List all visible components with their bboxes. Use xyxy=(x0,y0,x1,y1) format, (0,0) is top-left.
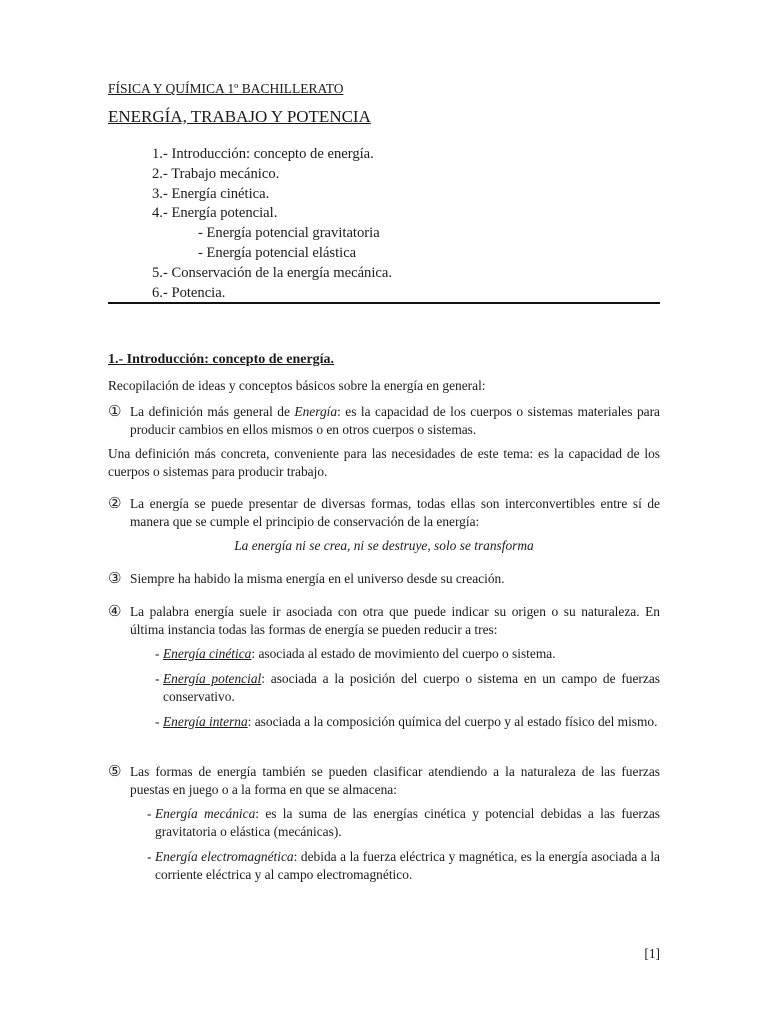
bullet-item xyxy=(147,848,660,883)
circled-number-4-icon: ④ xyxy=(108,602,122,620)
toc-item: 5.- Conservación de la energía mecánica. xyxy=(152,264,393,281)
bullet-term: Energía electromagnética xyxy=(155,849,294,864)
toc-subitem: - Energía potencial gravitatoria xyxy=(198,225,380,242)
bullet-item xyxy=(147,805,660,840)
circled-number-2-icon: ② xyxy=(108,494,122,512)
section-heading: 1.- Introducción: concepto de energía. xyxy=(108,352,335,367)
item-text: : es la capacidad de los cuerpos o sistemas materiales para producir cambios en ellos mismos o en otros cuerpos o sistemas. xyxy=(130,404,660,437)
bullet-text: : es la suma de las energías cinética y potencial debidas a las fuerzas gravitatoria o elástica (mecánicas). xyxy=(155,806,660,839)
dash-marker: - xyxy=(155,646,160,661)
bullet-term: Energía potencial xyxy=(163,671,262,686)
bullet-text: : asociada a la composición química del cuerpo y al estado físico del mismo. xyxy=(247,714,658,729)
circled-number-3-icon: ③ xyxy=(108,569,122,587)
page-number: [1] xyxy=(644,946,660,961)
item-text: Siempre ha habido la misma energía en el universo desde su creación. xyxy=(130,571,505,586)
dash-marker: - xyxy=(147,806,152,821)
numbered-item-2 xyxy=(108,495,660,530)
bullet-term: Energía interna xyxy=(163,714,248,729)
dash-marker: - xyxy=(155,671,160,686)
dash-marker: - xyxy=(155,714,160,729)
bullet-term: Energía cinética xyxy=(163,646,252,661)
numbered-item-5 xyxy=(108,763,660,798)
dash-marker: - xyxy=(147,849,152,864)
numbered-item-3 xyxy=(108,570,660,588)
toc-subitem: - Energía potencial elástica xyxy=(198,244,357,261)
course-header: FÍSICA Y QUÍMICA 1º BACHILLERATO xyxy=(108,81,344,96)
toc-item: 4.- Energía potencial. xyxy=(152,205,278,222)
bullet-term: Energía mecánica xyxy=(155,806,256,821)
toc-item: 2.- Trabajo mecánico. xyxy=(152,165,280,182)
definition-paragraph: Una definición más concreta, conveniente para las necesidades de este tema: es la capacidad de los cuerpos o sistemas para producir trabajo. xyxy=(108,446,660,479)
item-text: La energía se puede presentar de diversas formas, todas ellas son interconvertibles entre sí de manera que se cumple el principio de conservación de la energía: xyxy=(130,496,660,529)
circled-number-1-icon: ① xyxy=(108,402,122,420)
item-text: La palabra energía suele ir asociada con otra que puede indicar su origen o su naturaleza. En última instancia todas las formas de energía se pueden reducir a tres: xyxy=(130,604,660,637)
bullet-text: : asociada al estado de movimiento del cuerpo o sistema. xyxy=(251,646,556,661)
bullet-item xyxy=(155,713,660,731)
conservation-quote: La energía ni se crea, ni se destruye, solo se transforma xyxy=(234,538,534,553)
numbered-item-1 xyxy=(108,403,660,438)
toc-item: 1.- Introducción: concepto de energía. xyxy=(152,146,374,162)
circled-number-5-icon: ⑤ xyxy=(108,762,122,780)
divider-rule xyxy=(108,302,660,304)
bullet-item xyxy=(155,670,660,705)
item-text: Las formas de energía también se pueden clasificar atendiendo a la naturaleza de las fuerzas puestas en juego o a la forma en que se almacena: xyxy=(130,764,660,797)
document-title: ENERGÍA, TRABAJO Y POTENCIA xyxy=(108,107,371,126)
toc-item: 6.- Potencia. xyxy=(152,284,226,301)
bullet-item xyxy=(155,645,660,663)
bullet-text: : asociada a la posición del cuerpo o sistema en un campo de fuerzas conservativo. xyxy=(163,671,660,704)
numbered-item-4 xyxy=(108,603,660,638)
intro-paragraph: Recopilación de ideas y conceptos básicos sobre la energía en general: xyxy=(108,378,486,393)
term-energia: Energía xyxy=(294,404,338,419)
table-of-contents xyxy=(152,145,392,303)
item-text: La definición más general de xyxy=(130,404,295,419)
bullet-text: : debida a la fuerza eléctrica y magnética, es la energía asociada a la corriente eléctrica y al campo electromagnético. xyxy=(155,849,660,882)
toc-item: 3.- Energía cinética. xyxy=(152,185,270,202)
